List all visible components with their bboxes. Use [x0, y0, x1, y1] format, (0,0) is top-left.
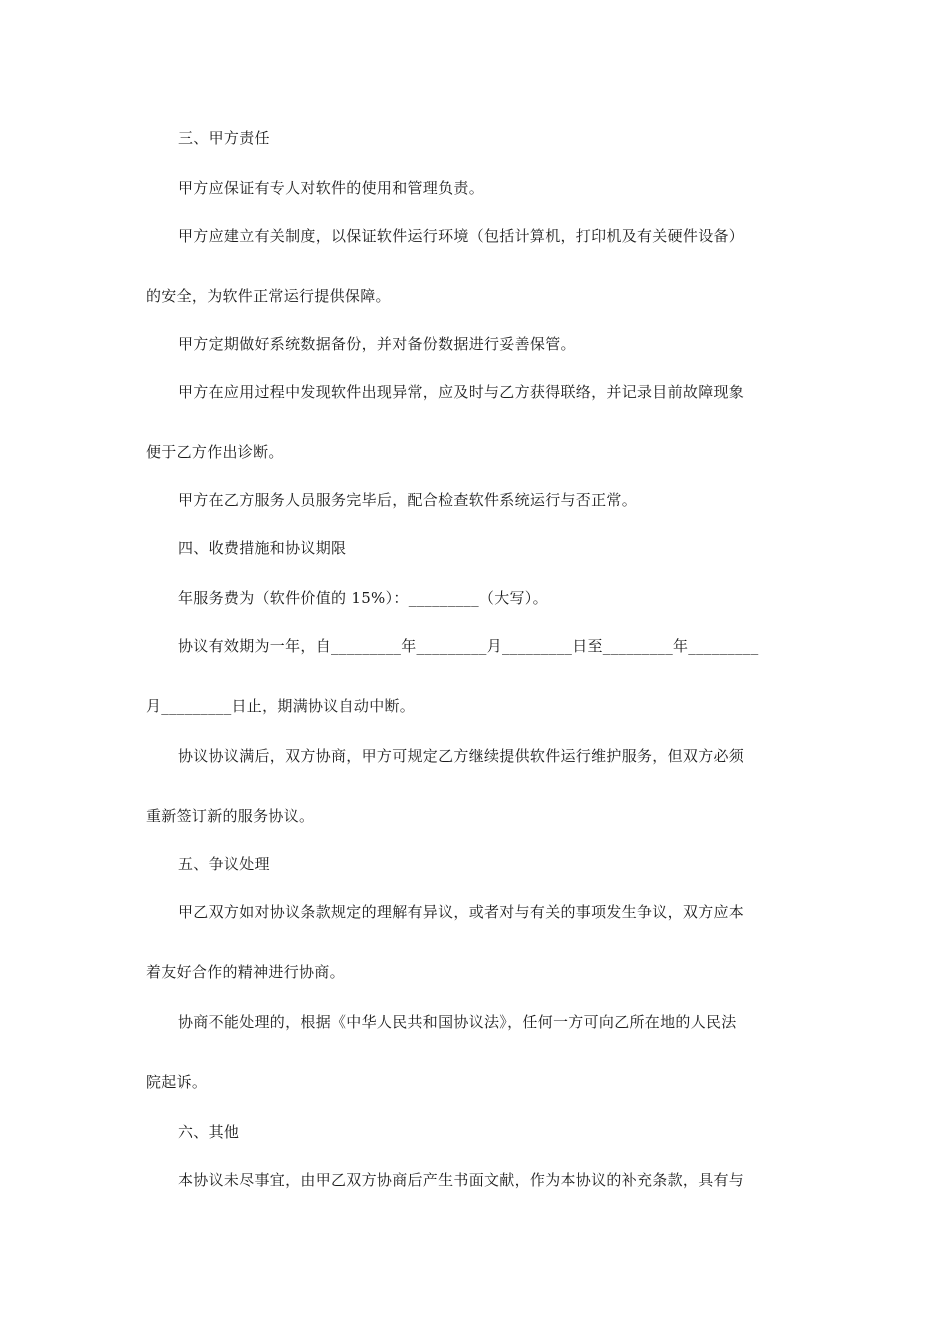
paragraph-line: 重新签订新的服务协议。 — [146, 807, 315, 825]
paragraph-line: 甲方在应用过程中发现软件出现异常，应及时与乙方获得联络，并记录目前故障现象 — [178, 383, 745, 401]
section-heading-3: 三、甲方责任 — [178, 129, 270, 147]
section-heading-5: 五、争议处理 — [178, 855, 270, 873]
paragraph-line: 本协议未尽事宜，由甲乙双方协商后产生书面文献，作为本协议的补充条款，具有与 — [178, 1171, 745, 1189]
paragraph-line: 甲方应保证有专人对软件的使用和管理负责。 — [178, 179, 485, 197]
paragraph-line: 便于乙方作出诊断。 — [146, 443, 284, 461]
paragraph-line: 协议有效期为一年，自_________年_________月_________日至_________年_________ — [178, 637, 759, 655]
paragraph-line: 院起诉。 — [146, 1073, 208, 1091]
paragraph-line: 着友好合作的精神进行协商。 — [146, 963, 345, 981]
paragraph-line: 月_________日止，期满协议自动中断。 — [146, 697, 416, 715]
section-heading-6: 六、其他 — [178, 1123, 240, 1141]
paragraph-line: 协商不能处理的，根据《中华人民共和国协议法》，任何一方可向乙所在地的人民法 — [178, 1013, 737, 1031]
paragraph-line: 甲方定期做好系统数据备份，并对备份数据进行妥善保管。 — [178, 335, 576, 353]
paragraph-line: 甲乙双方如对协议条款规定的理解有异议，或者对与有关的事项发生争议，双方应本 — [178, 903, 745, 921]
paragraph-line: 协议协议满后，双方协商，甲方可规定乙方继续提供软件运行维护服务，但双方必须 — [178, 747, 745, 765]
section-heading-4: 四、收费措施和协议期限 — [178, 539, 347, 557]
paragraph-line: 甲方应建立有关制度，以保证软件运行环境（包括计算机，打印机及有关硬件设备） — [178, 227, 745, 245]
paragraph-line: 年服务费为（软件价值的 15%）：_________（大写）。 — [178, 589, 548, 607]
paragraph-line: 的安全，为软件正常运行提供保障。 — [146, 287, 391, 305]
paragraph-line: 甲方在乙方服务人员服务完毕后，配合检查软件系统运行与否正常。 — [178, 491, 638, 509]
